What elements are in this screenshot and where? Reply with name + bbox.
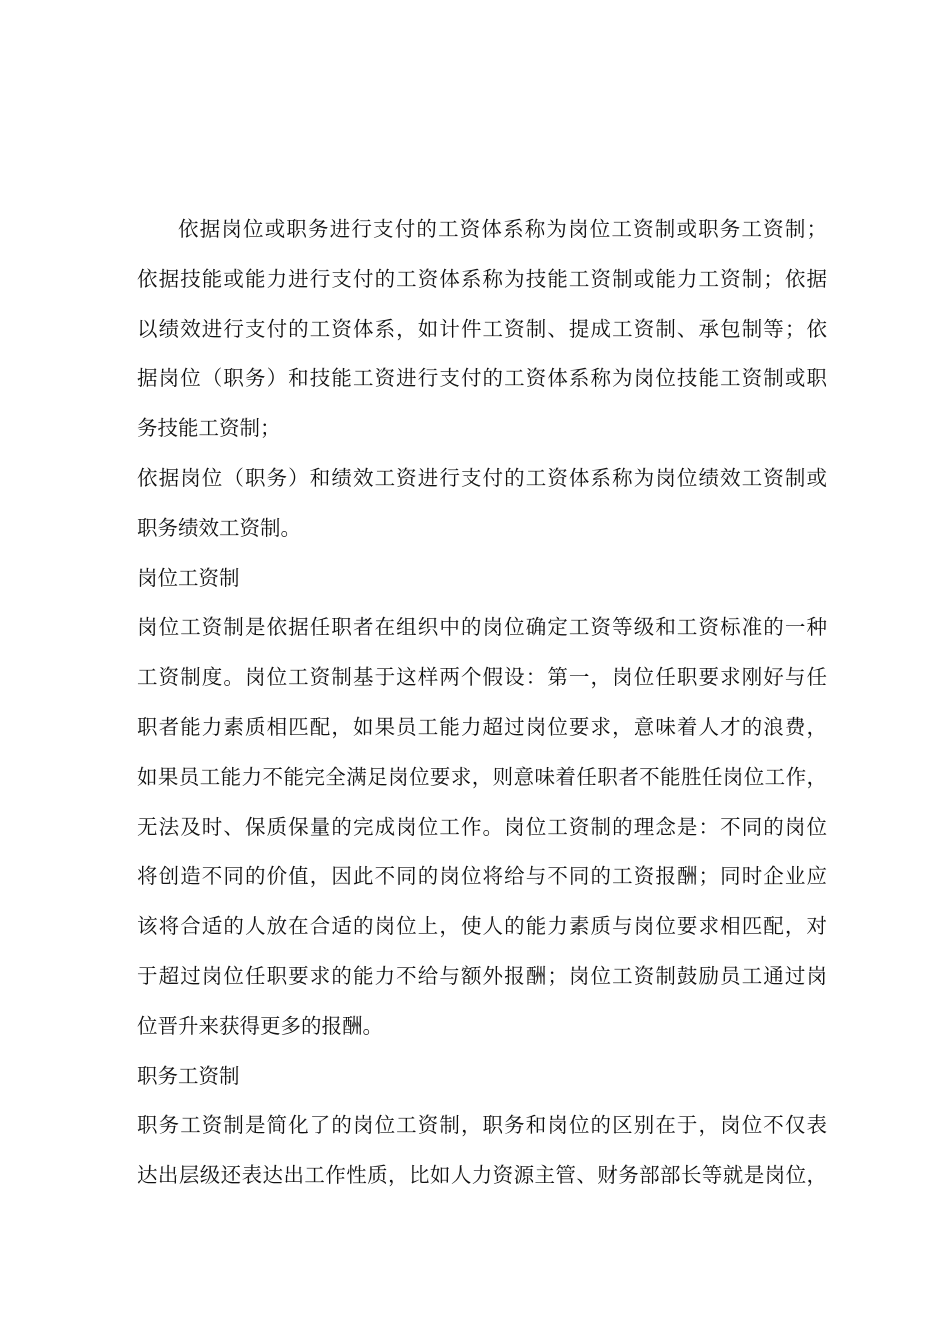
- document-body: [137, 205, 827, 1201]
- text-line: 以绩效进行支付的工资体系，如计件工资制、提成工资制、承包制等；依: [137, 316, 827, 341]
- text-line: 务技能工资制；: [137, 416, 281, 441]
- text-line: 岗位工资制是依据任职者在组织中的岗位确定工资等级和工资标准的一种: [137, 615, 827, 640]
- section-heading-position-wage: 职务工资制: [137, 1063, 240, 1088]
- text-line: 达出层级还表达出工作性质，比如人力资源主管、财务部部长等就是岗位，: [137, 1163, 827, 1188]
- text-line: 职务绩效工资制。: [137, 515, 301, 540]
- text-line: 依据岗位或职务进行支付的工资体系称为岗位工资制或职务工资制；: [178, 217, 827, 241]
- text-line: 依据岗位（职务）和绩效工资进行支付的工资体系称为岗位绩效工资制或: [137, 465, 827, 490]
- text-line: 将创造不同的价值，因此不同的岗位将给与不同的工资报酬；同时企业应: [137, 864, 827, 889]
- text-line: 依据技能或能力进行支付的工资体系称为技能工资制或能力工资制；依据: [137, 266, 827, 291]
- section-heading-post-wage: 岗位工资制: [137, 565, 240, 590]
- text-line: 职者能力素质相匹配，如果员工能力超过岗位要求，意味着人才的浪费，: [137, 714, 827, 739]
- text-line: 据岗位（职务）和技能工资进行支付的工资体系称为岗位技能工资制或职: [137, 366, 827, 391]
- text-line: 位晋升来获得更多的报酬。: [137, 1013, 383, 1038]
- text-line: 于超过岗位任职要求的能力不给与额外报酬；岗位工资制鼓励员工通过岗: [137, 963, 827, 988]
- text-line: 工资制度。岗位工资制基于这样两个假设：第一，岗位任职要求刚好与任: [137, 665, 827, 690]
- text-line: 该将合适的人放在合适的岗位上，使人的能力素质与岗位要求相匹配，对: [137, 914, 827, 939]
- text-line: 如果员工能力不能完全满足岗位要求，则意味着任职者不能胜任岗位工作，: [137, 764, 827, 789]
- text-line: 无法及时、保质保量的完成岗位工作。岗位工资制的理念是：不同的岗位: [137, 814, 827, 839]
- text-line: 职务工资制是简化了的岗位工资制，职务和岗位的区别在于，岗位不仅表: [137, 1113, 827, 1138]
